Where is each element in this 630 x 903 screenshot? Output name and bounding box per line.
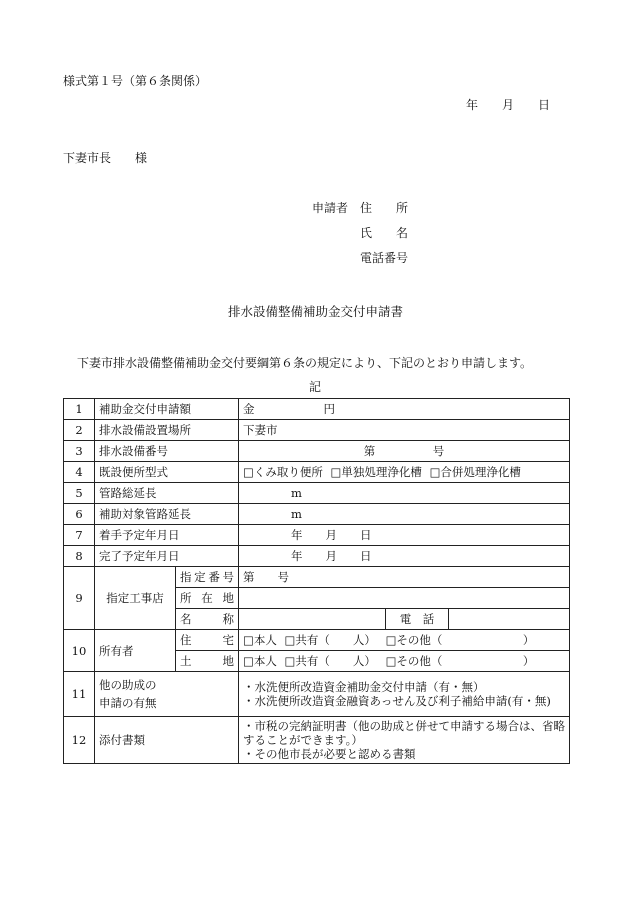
row-number: 11 [64, 672, 95, 717]
contractor-phone-field[interactable] [449, 609, 570, 630]
install-location-field[interactable]: 下妻市 [239, 420, 570, 441]
table-row [64, 525, 570, 546]
ki-label: 記 [309, 380, 322, 394]
intro-text: 下妻市排水設備整備補助金交付要綱第６条の規定により、下記のとおり申請します。 [77, 356, 533, 370]
checkbox-other[interactable]: □その他（ ） [385, 633, 535, 647]
row-number: 2 [64, 420, 95, 441]
row-number: 5 [64, 483, 95, 504]
sub-label: 住 宅 [176, 630, 239, 651]
row-number: 6 [64, 504, 95, 525]
table-row [64, 546, 570, 567]
date-format: 年 月 日 [291, 528, 372, 542]
checkbox-self[interactable]: □本人 [243, 633, 277, 647]
sub-label: 名 称 [176, 609, 239, 630]
row-label: 指定工事店 [95, 567, 176, 630]
subsidy-amount-field[interactable]: 金 円 [239, 399, 570, 420]
eligible-length-field[interactable] [239, 504, 570, 525]
checkbox-shared[interactable]: □共有（ 人） [284, 654, 376, 668]
date-line: 年 月 日 [466, 98, 551, 112]
total-length-field[interactable] [239, 483, 570, 504]
applicant-name-label: 氏 名 [360, 226, 409, 240]
row-label: 所有者 [95, 630, 176, 672]
row-number: 3 [64, 441, 95, 462]
attachment-line-1: ・市税の完納証明書（他の助成と併せて申請する場合は、省略することができます。） [243, 719, 565, 747]
row-number: 7 [64, 525, 95, 546]
table-row [64, 420, 570, 441]
checkbox-tandoku[interactable]: □単独処理浄化槽 [330, 465, 422, 479]
row-label [95, 672, 239, 717]
row-label: 排水設備設置場所 [95, 420, 239, 441]
toilet-type-options [239, 462, 570, 483]
unit-label: m [291, 507, 302, 521]
phone-label: 電 話 [386, 609, 449, 630]
row-number: 9 [64, 567, 95, 630]
row-number: 8 [64, 546, 95, 567]
house-owner-options [239, 630, 570, 651]
land-owner-options [239, 651, 570, 672]
table-row [64, 441, 570, 462]
table-row [64, 399, 570, 420]
page-title: 排水設備整備補助金交付申請書 [228, 304, 404, 319]
applicant-label: 申請者 [312, 201, 349, 215]
checkbox-kumitori[interactable]: □くみ取り便所 [243, 465, 323, 479]
aid-line-2[interactable]: ・水洗便所改造資金融資あっせん及び利子補給申請(有・無) [243, 694, 551, 708]
table-row [64, 717, 570, 764]
attachment-line-2: ・その他市長が必要と認める書類 [243, 747, 416, 761]
start-date-field[interactable] [239, 525, 570, 546]
label-line: 他の助成の [99, 678, 157, 692]
attachments-field [239, 717, 570, 764]
row-number: 4 [64, 462, 95, 483]
aid-line-1[interactable]: ・水洗便所改造資金補助金交付申請（有・無） [243, 680, 485, 694]
label-line: 申請の有無 [99, 696, 157, 710]
row-label: 既設便所型式 [95, 462, 239, 483]
row-number: 10 [64, 630, 95, 672]
table-row [64, 672, 570, 717]
contractor-number-field[interactable]: 第 号 [239, 567, 570, 588]
table-row [64, 462, 570, 483]
row-label: 排水設備番号 [95, 441, 239, 462]
checkbox-self[interactable]: □本人 [243, 654, 277, 668]
table-row [64, 567, 570, 588]
form-number: 様式第１号（第６条関係） [63, 74, 208, 88]
contractor-address-field[interactable] [239, 588, 570, 609]
row-label: 補助金交付申請額 [95, 399, 239, 420]
row-label: 管路総延長 [95, 483, 239, 504]
checkbox-other[interactable]: □その他（ ） [385, 654, 535, 668]
table-row [64, 504, 570, 525]
applicant-address-label: 住 所 [360, 201, 409, 215]
equipment-number-field[interactable]: 第 号 [239, 441, 570, 462]
row-number: 1 [64, 399, 95, 420]
table-row [64, 483, 570, 504]
row-number: 12 [64, 717, 95, 764]
addressee: 下妻市長 様 [63, 151, 148, 165]
unit-label: m [291, 486, 302, 500]
row-label: 着手予定年月日 [95, 525, 239, 546]
sub-label: 指定番号 [176, 567, 239, 588]
checkbox-shared[interactable]: □共有（ 人） [284, 633, 376, 647]
table-row [64, 630, 570, 651]
row-label: 添付書類 [95, 717, 239, 764]
end-date-field[interactable] [239, 546, 570, 567]
checkbox-gappei[interactable]: □合併処理浄化槽 [429, 465, 521, 479]
sub-label: 所 在 地 [176, 588, 239, 609]
contractor-name-field[interactable] [239, 609, 386, 630]
row-label: 補助対象管路延長 [95, 504, 239, 525]
other-aid-field [239, 672, 570, 717]
date-format: 年 月 日 [291, 549, 372, 563]
application-table [63, 398, 570, 764]
sub-label: 土 地 [176, 651, 239, 672]
row-label: 完了予定年月日 [95, 546, 239, 567]
applicant-phone-label: 電話番号 [360, 251, 409, 265]
